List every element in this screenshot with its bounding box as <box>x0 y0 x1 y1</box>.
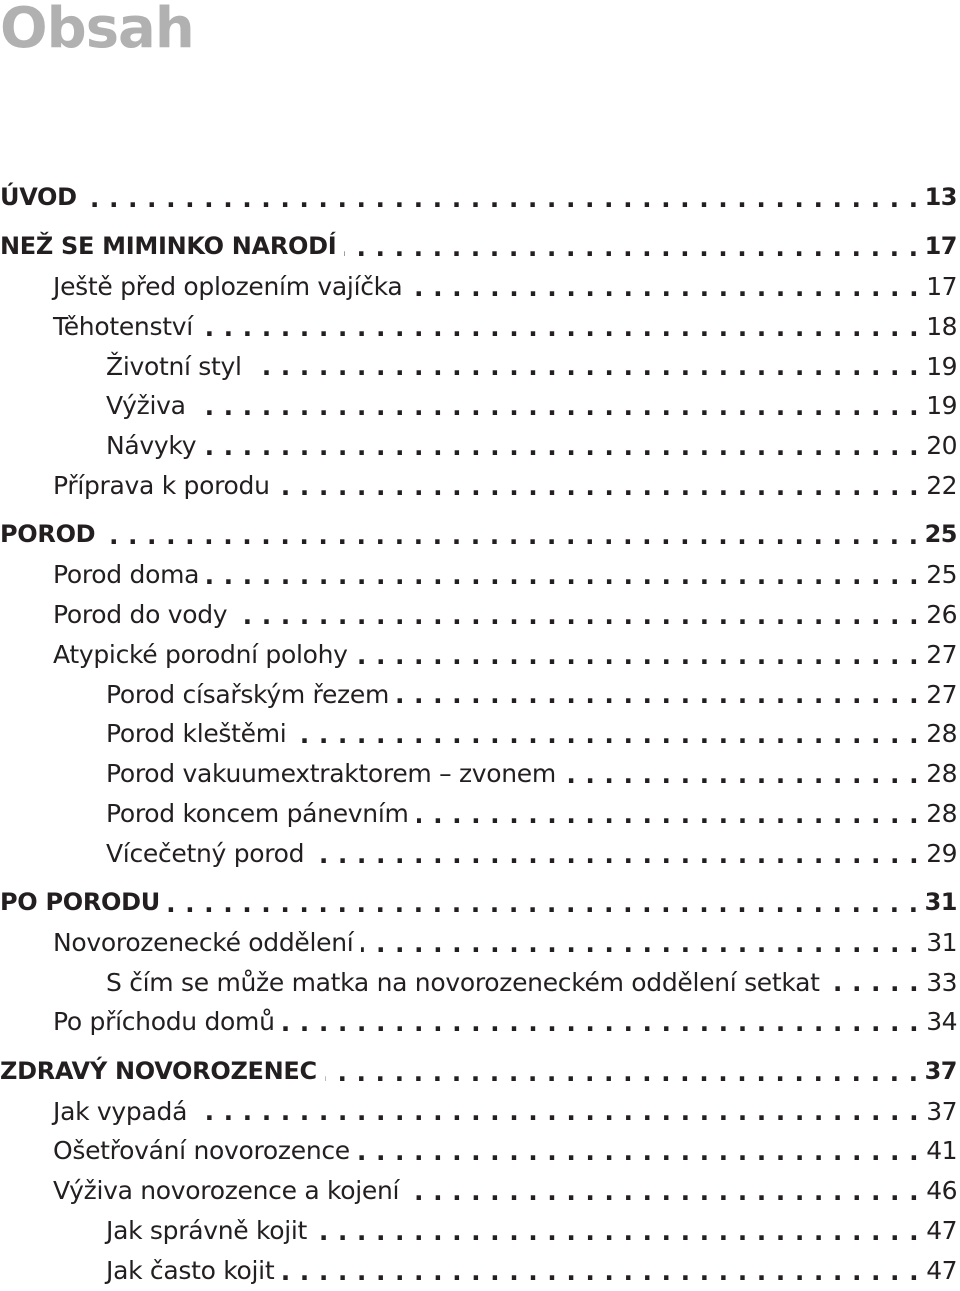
toc-entry-title: S čím se může matka na novorozeneckém oddělení setkat <box>106 967 820 997</box>
dot-leader <box>361 923 919 963</box>
toc-entry-page-number: 29 <box>926 838 957 868</box>
toc-entry-title: Jak často kojit <box>106 1255 275 1285</box>
dot-leader <box>283 1002 919 1042</box>
toc-entry-title: Novorozenecké oddělení <box>53 927 354 957</box>
toc-entry-page-number: 22 <box>926 471 957 501</box>
toc-entry-page-number: 26 <box>926 599 957 629</box>
toc-entry-page-number: 13 <box>924 183 957 211</box>
toc-entry-page-number: 31 <box>924 888 957 917</box>
toc-entry-page-number: 25 <box>926 560 957 590</box>
dot-leader <box>235 595 919 635</box>
toc-entry[interactable] <box>0 267 957 307</box>
toc-entry-title: Ošetřování novorozence <box>53 1136 350 1166</box>
dot-leader <box>407 1171 919 1211</box>
toc-entry-title: ÚVOD <box>0 183 77 211</box>
toc-entry[interactable] <box>0 515 957 555</box>
toc-entry-title: Jak správně kojit <box>106 1215 308 1245</box>
toc-entry-page-number: 27 <box>926 639 957 669</box>
toc-entry-title: Těhotenství <box>53 311 193 341</box>
toc-entry-title: Porod císařským řezem <box>106 679 390 709</box>
dot-leader <box>195 1092 919 1132</box>
dot-leader <box>344 227 918 267</box>
toc-entry-page-number: 46 <box>926 1176 957 1206</box>
toc-entry[interactable] <box>0 675 957 715</box>
toc-entry-title: Vícečetný porod <box>106 838 305 868</box>
dot-leader <box>417 794 919 834</box>
toc-entry[interactable] <box>0 714 957 754</box>
toc-entry-page-number: 28 <box>926 719 957 749</box>
toc-entry-title: Výživa novorozence a kojení <box>53 1176 400 1206</box>
toc-entry-title: PO PORODU <box>0 888 160 917</box>
dot-leader <box>207 555 919 595</box>
toc-entry-page-number: 28 <box>926 759 957 789</box>
toc-entry-title: Příprava k porodu <box>53 471 270 501</box>
toc-entry-title: Porod do vody <box>53 599 228 629</box>
toc-entry-page-number: 19 <box>926 391 957 421</box>
toc-entry[interactable] <box>0 794 957 834</box>
toc-entry[interactable] <box>0 635 957 675</box>
toc-entry-page-number: 27 <box>926 679 957 709</box>
toc-entry[interactable] <box>0 1251 957 1291</box>
dot-leader <box>204 426 919 466</box>
toc-entry[interactable] <box>0 883 957 923</box>
dot-leader <box>294 714 919 754</box>
toc-entry[interactable] <box>0 1052 957 1092</box>
toc-entry-title: Výživa <box>106 391 186 421</box>
toc-entry[interactable] <box>0 466 957 506</box>
toc-entry-page-number: 41 <box>926 1136 957 1166</box>
toc-entry-title: Atypické porodní polohy <box>53 639 348 669</box>
dot-leader <box>278 466 919 506</box>
toc-entry[interactable] <box>0 1171 957 1211</box>
dot-leader <box>85 178 919 218</box>
dot-leader <box>358 1131 919 1171</box>
toc-entry-title: Návyky <box>106 431 197 461</box>
toc-entry-title: Porod kleštěmi <box>106 719 287 749</box>
toc-entry[interactable] <box>0 1131 957 1171</box>
dot-leader <box>250 347 919 387</box>
toc-entry-page-number: 31 <box>926 927 957 957</box>
toc-entry-page-number: 47 <box>926 1255 957 1285</box>
toc-entry-page-number: 33 <box>926 967 957 997</box>
toc-entry-title: Ještě před oplozením vajíčka <box>53 272 403 302</box>
toc-entry[interactable] <box>0 555 957 595</box>
toc-entry[interactable] <box>0 1092 957 1132</box>
toc-entry-page-number: 20 <box>926 431 957 461</box>
toc-entry-page-number: 28 <box>926 798 957 828</box>
toc-entry-title: Porod doma <box>53 560 200 590</box>
dot-leader <box>194 386 919 426</box>
toc-entry[interactable] <box>0 426 957 466</box>
toc-entry-page-number: 17 <box>926 272 957 302</box>
page-title: Obsah <box>0 0 194 61</box>
toc-entry-page-number: 25 <box>924 520 957 549</box>
table-of-contents <box>0 178 957 1291</box>
toc-entry-page-number: 37 <box>926 1096 957 1126</box>
toc-entry[interactable] <box>0 923 957 963</box>
toc-entry[interactable] <box>0 1211 957 1251</box>
dot-leader <box>356 635 919 675</box>
toc-entry-title: Po příchodu domů <box>53 1007 275 1037</box>
toc-entry-page-number: 19 <box>926 351 957 381</box>
toc-entry[interactable] <box>0 227 957 267</box>
toc-entry-page-number: 47 <box>926 1215 957 1245</box>
toc-entry[interactable] <box>0 754 957 794</box>
toc-entry-page-number: 17 <box>924 232 957 261</box>
toc-entry-page-number: 34 <box>926 1007 957 1037</box>
toc-entry-title: Životní styl <box>106 351 242 381</box>
toc-entry-title: ZDRAVÝ NOVOROZENEC <box>0 1056 317 1085</box>
toc-entry-title: Porod vakuumextraktorem – zvonem <box>106 759 556 789</box>
dot-leader <box>201 307 919 347</box>
dot-leader <box>103 515 918 555</box>
toc-entry-page-number: 18 <box>926 311 957 341</box>
toc-entry-page-number: 37 <box>924 1056 957 1085</box>
dot-leader <box>312 834 919 874</box>
toc-entry[interactable] <box>0 1002 957 1042</box>
toc-entry[interactable] <box>0 307 957 347</box>
toc-entry-title: NEŽ SE MIMINKO NARODÍ <box>0 232 337 261</box>
toc-entry-title: POROD <box>0 520 96 549</box>
toc-entry-title: Porod koncem pánevním <box>106 798 409 828</box>
toc-entry[interactable] <box>0 963 957 1003</box>
toc-entry[interactable] <box>0 386 957 426</box>
toc-entry[interactable] <box>0 595 957 635</box>
dot-leader <box>315 1211 919 1251</box>
dot-leader <box>828 963 919 1003</box>
dot-leader <box>564 754 919 794</box>
dot-leader <box>282 1251 919 1291</box>
toc-entry[interactable] <box>0 834 957 874</box>
dot-leader <box>168 883 919 923</box>
toc-entry[interactable] <box>0 178 957 218</box>
dot-leader <box>410 267 919 307</box>
dot-leader <box>397 675 919 715</box>
dot-leader <box>325 1052 919 1092</box>
toc-entry[interactable] <box>0 347 957 387</box>
toc-entry-title: Jak vypadá <box>53 1096 188 1126</box>
